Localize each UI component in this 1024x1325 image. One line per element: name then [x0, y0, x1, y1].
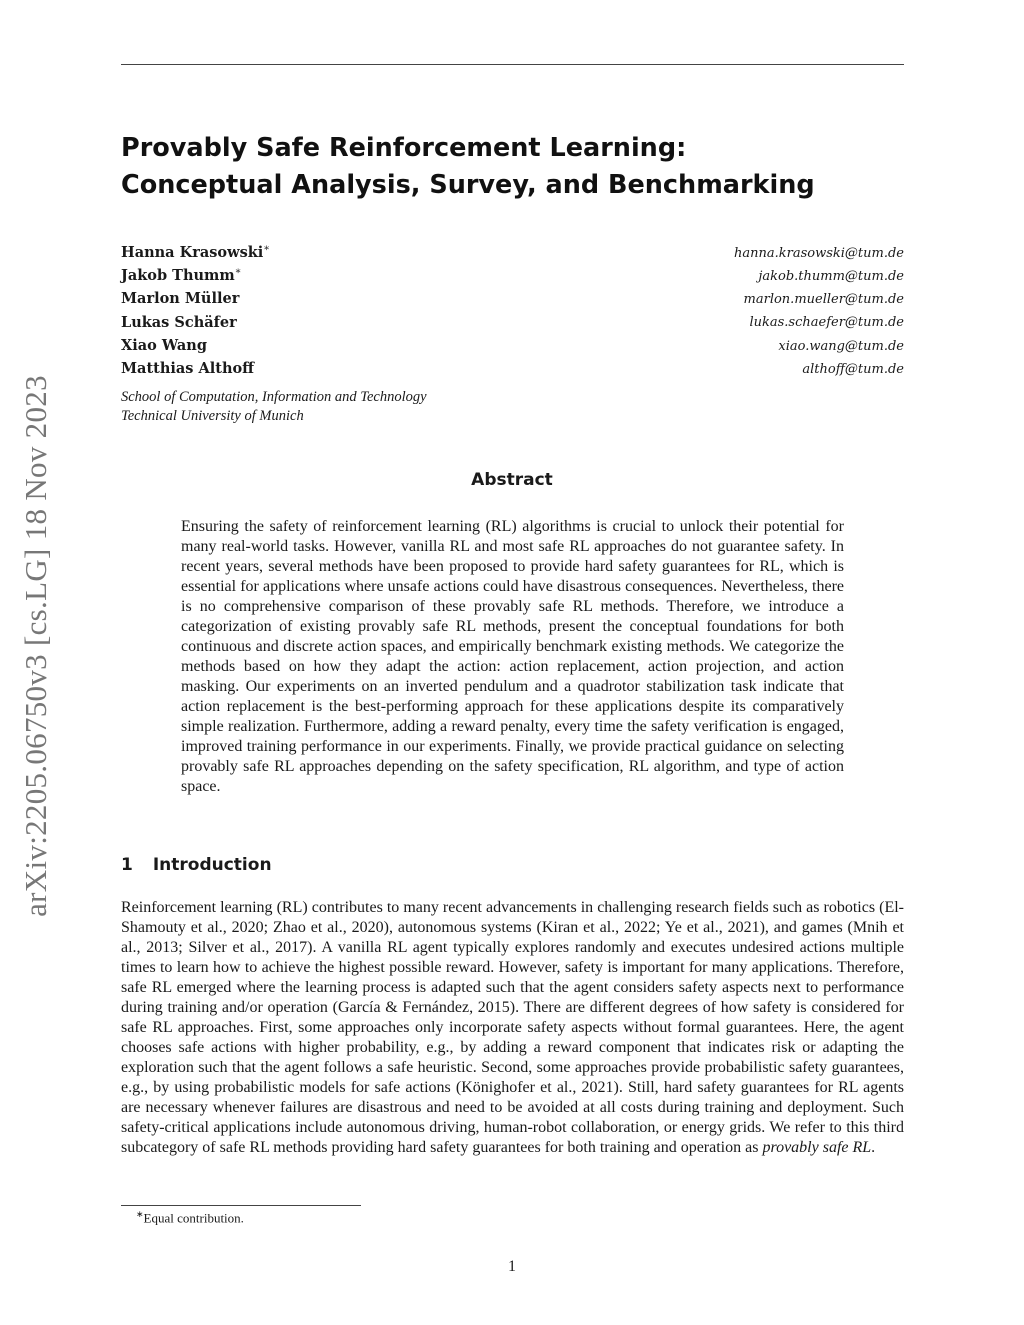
introduction-end: . [871, 1139, 876, 1156]
footnote-text: Equal contribution. [143, 1210, 244, 1226]
introduction-paragraph: Reinforcement learning (RL) contributes to many recent advancements in challenging research fields such as robotics (El-Shamouty et al., 2020; Zhao et al., 2020), autonomous systems (Kiran et al., 2022; Ye et al., 2021), and games (Mnih et al., 2013; Silver et al., 2017). A vanilla RL agent typically explores randomly and executes undesired actions multiple times to learn how to achieve the highest possible reward. However, safety is important for many applications. Therefore, safe RL emerged where the learning process is adapted such that the agent considers safety aspects next to performance during training and/or operation (García & Fernández, 2015). There are different degrees of how safety is considered for safe RL approaches. First, some approaches only incorporate safety aspects without formal guarantees. Here, the agent chooses safe actions with higher probability, e.g., by adding a reward component that indicates risk or adapting the exploration such that the agent follows a safe heuristic. Second, some approaches provide probabilistic safety guarantees, e.g., by using probabilistic models for safe actions (Könighofer et al., 2021). Still, hard safety guarantees for RL agents are necessary whenever failures are disastrous and need to be avoided at all costs during training and deployment. Such safety-critical applications include autonomous driving, human-robot collaboration, or energy grids. We refer to this third subcategory of safe RL methods providing hard safety guarantees for both training and operation as [121, 899, 904, 1156]
author-row [121, 266, 904, 289]
section-title: Introduction [152, 855, 272, 875]
author-name: Xiao Wang [121, 336, 207, 354]
abstract-text: Ensuring the safety of reinforcement learning (RL) algorithms is crucial to unlock their potential for many real-world tasks. However, vanilla RL and most safe RL approaches do not guarantee safety. In recent years, several methods have been proposed to provide hard safety guarantees for RL, which is essential for applications where unsafe actions could have disastrous consequences. Nevertheless, there is no comprehensive comparison of these provably safe RL methods. Therefore, we introduce a categorization of existing provably safe RL methods, present the conceptual foundations for both continuous and discrete action spaces, and empirically benchmark existing methods. We categorize the methods based on how they adapt the action: action replacement, action projection, and action masking. Our experiments on an inverted pendulum and a quadrotor stabilization task indicate that action replacement is the best-performing approach for these applications despite its comparatively simple realization. Furthermore, adding a reward penalty, every time the safety verification is engaged, improved training performance in our experiments. Finally, we provide practical guidance on selecting provably safe RL approaches depending on the safety specification, RL algorithm, and type of action space. [181, 518, 844, 795]
author-email: jakob.thumm@tum.de [758, 269, 904, 285]
section-heading [121, 855, 272, 875]
footnote [136, 1209, 244, 1226]
affiliation [121, 388, 427, 426]
author-name: Lukas Schäfer [121, 313, 237, 331]
affiliation-line-2: Technical University of Munich [121, 408, 304, 424]
author-mark: ∗ [234, 266, 242, 278]
page-number: 1 [508, 1258, 516, 1275]
author-row [121, 336, 904, 359]
section-number: 1 [121, 855, 133, 875]
arxiv-sidebar [10, 350, 62, 942]
author-block [121, 243, 904, 382]
author-row [121, 243, 904, 266]
title-line-2: Conceptual Analysis, Survey, and Benchmarking [121, 170, 815, 200]
author-name: Matthias Althoff [121, 359, 255, 377]
footnote-mark: ∗ [136, 1209, 144, 1219]
author-email: althoff@tum.de [802, 361, 904, 377]
introduction-emphasis: provably safe RL [762, 1139, 872, 1156]
paper-title [121, 130, 904, 204]
author-row [121, 359, 904, 382]
author-name: Hanna Krasowski [121, 243, 264, 261]
introduction-text [121, 898, 904, 1158]
author-row [121, 313, 904, 336]
author-email: marlon.mueller@tum.de [743, 292, 904, 308]
author-email: hanna.krasowski@tum.de [734, 245, 904, 261]
affiliation-line-1: School of Computation, Information and Technology [121, 389, 427, 405]
author-mark: ∗ [263, 243, 271, 254]
top-rule [121, 64, 904, 65]
author-email: xiao.wang@tum.de [778, 338, 904, 354]
title-line-1: Provably Safe Reinforcement Learning: [121, 133, 687, 163]
abstract-heading: Abstract [471, 470, 553, 490]
arxiv-identifier: arXiv:2205.06750v3 [cs.LG] 18 Nov 2023 [18, 375, 53, 917]
footnote-rule [121, 1205, 361, 1206]
author-row [121, 289, 904, 312]
author-email: lukas.schaefer@tum.de [749, 315, 904, 331]
author-name: Jakob Thumm [121, 267, 235, 285]
author-name: Marlon Müller [121, 290, 240, 308]
